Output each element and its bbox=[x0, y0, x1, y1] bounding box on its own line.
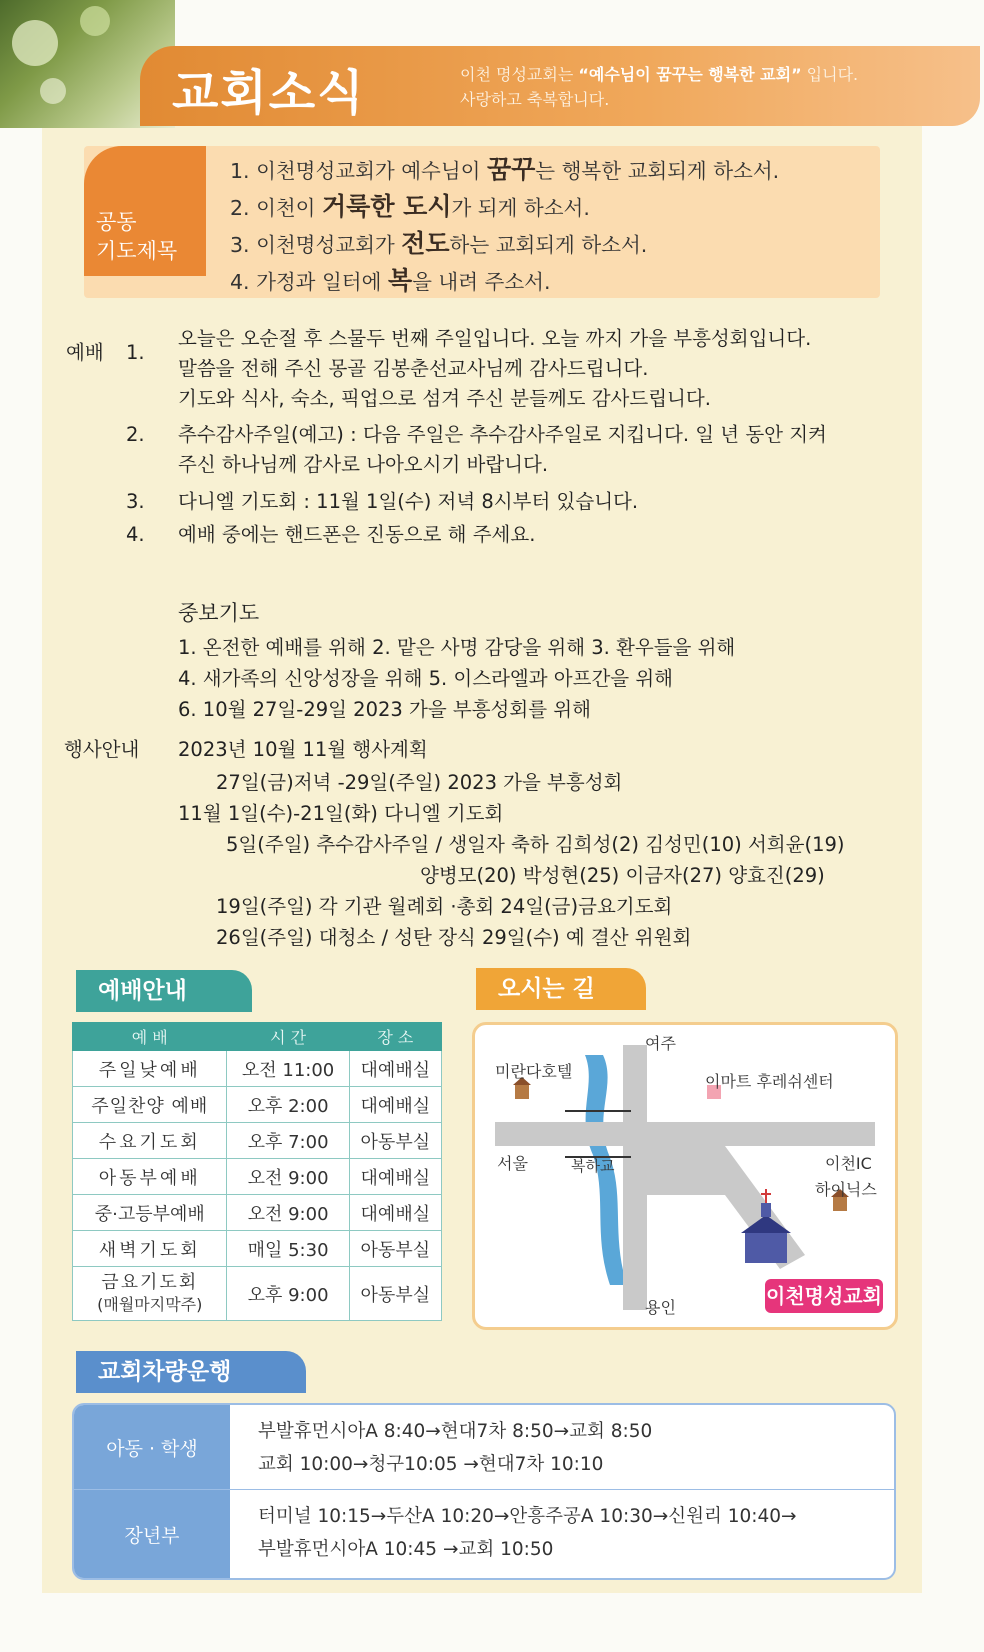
bus-row-label: 장년부 bbox=[74, 1490, 230, 1578]
announcement-line: 다니엘 기도회 : 11월 1일(수) 저녁 8시부터 있습니다. bbox=[178, 490, 639, 513]
table-row: 주일낮예배 오전 11:00 대예배실 bbox=[73, 1051, 442, 1087]
table-row: 아동부예배 오전 9:00 대예배실 bbox=[73, 1159, 442, 1195]
event-line: 19일(주일) 각 기관 월례회 ·총회 24일(금)금요기도회 bbox=[216, 895, 673, 918]
event-line: 11월 1일(수)-21일(화) 다니엘 기도회 bbox=[178, 802, 504, 825]
intercession-line: 1. 온전한 예배를 위해 2. 맡은 사명 감당을 위해 3. 환우들을 위해 bbox=[178, 636, 736, 659]
map-label-bokha-bridge: 복하교 bbox=[571, 1157, 615, 1175]
bus-section-title: 교회차량운행 bbox=[76, 1351, 306, 1393]
table-row: 주일찬양 예배 오후 2:00 대예배실 bbox=[73, 1087, 442, 1123]
col-header-service: 예 배 bbox=[73, 1023, 227, 1051]
announcement-line: 주신 하나님께 감사로 나아오시기 바랍니다. bbox=[178, 453, 549, 476]
bus-route-line: 부발휴먼시아A 8:40→현대7차 8:50→교회 8:50 bbox=[258, 1421, 653, 1442]
prayer-tab bbox=[84, 146, 206, 276]
prayer-tab-line2: 기도제목 bbox=[96, 239, 178, 263]
schedule-section-title: 예배안내 bbox=[76, 970, 252, 1012]
directions-map bbox=[472, 1022, 898, 1330]
subtitle-bold: “예수님이 꿈꾸는 행복한 교회” bbox=[578, 65, 802, 84]
bus-row-adults bbox=[74, 1490, 894, 1578]
bus-route-line: 부발휴먼시아A 10:45 →교회 10:50 bbox=[258, 1539, 554, 1560]
announcement-line: 오늘은 오순절 후 스물두 번째 주일입니다. 오늘 까지 가을 부흥성회입니다. bbox=[178, 327, 812, 350]
prayer-list bbox=[230, 152, 779, 300]
col-header-place: 장 소 bbox=[349, 1023, 441, 1051]
announcement-line: 예배 중에는 핸드폰은 진동으로 해 주세요. bbox=[178, 523, 536, 546]
bus-schedule-box bbox=[72, 1403, 896, 1580]
col-header-time: 시 간 bbox=[227, 1023, 349, 1051]
event-line: 양병모(20) 박성현(25) 이금자(27) 양효진(29) bbox=[420, 864, 825, 887]
subtitle-pre: 이천 명성교회는 bbox=[460, 65, 579, 84]
map-label-seoul: 서울 bbox=[497, 1154, 528, 1173]
announcement-line: 추수감사주일(예고) : 다음 주일은 추수감사주일로 지킵니다. 일 년 동안 지켜 bbox=[178, 423, 827, 446]
events-title: 2023년 10월 11월 행사계획 bbox=[178, 738, 428, 761]
event-line: 26일(주일) 대청소 / 성탄 장식 29일(수) 예 결산 위원회 bbox=[216, 926, 692, 949]
page-title: 교회소식 bbox=[172, 67, 366, 120]
church-name-badge: 이천명성교회 bbox=[765, 1279, 883, 1313]
table-header-row bbox=[73, 1023, 442, 1051]
announcement-line: 기도와 식사, 숙소, 픽업으로 섬겨 주신 분들께도 감사드립니다. bbox=[178, 387, 711, 410]
events-label: 행사안내 bbox=[64, 738, 140, 761]
subtitle-post: 입니다. bbox=[801, 65, 859, 84]
prayer-item: 4. 가정과 일터에 복을 내려 주소서. bbox=[230, 266, 551, 295]
item-number: 4. bbox=[126, 523, 145, 546]
table-row: 금요기도회 (매월마지막주) 오후 9:00 아동부실 bbox=[73, 1267, 442, 1321]
bus-row-label: 아동 · 학생 bbox=[74, 1405, 230, 1489]
table-row: 새벽기도회 매일 5:30 아동부실 bbox=[73, 1231, 442, 1267]
map-section-title: 오시는 길 bbox=[476, 968, 646, 1010]
prayer-item: 3. 이천명성교회가 전도하는 교회되게 하소서. bbox=[230, 229, 648, 258]
item-number: 3. bbox=[126, 490, 145, 513]
event-line: 5일(주일) 추수감사주일 / 생일자 축하 김희성(2) 김성민(10) 서희윤(19) bbox=[226, 833, 845, 856]
map-label-yongin: 용인 bbox=[645, 1298, 676, 1317]
table-row: 중·고등부예배 오전 9:00 대예배실 bbox=[73, 1195, 442, 1231]
announcement-line: 말씀을 전해 주신 몽골 김봉춘선교사님께 감사드립니다. bbox=[178, 357, 649, 380]
item-number: 2. bbox=[126, 423, 145, 446]
map-label-hynix: 하이닉스 bbox=[815, 1180, 877, 1199]
worship-schedule-table bbox=[72, 1022, 442, 1321]
intercession-line: 4. 새가족의 신앙성장을 위해 5. 이스라엘과 아프간을 위해 bbox=[178, 667, 674, 690]
table-row: 수요기도회 오후 7:00 아동부실 bbox=[73, 1123, 442, 1159]
bus-row-children bbox=[74, 1405, 894, 1490]
bus-route-line: 교회 10:00→청구10:05 →현대7차 10:10 bbox=[258, 1454, 604, 1475]
map-label-icheon-ic: 이천IC bbox=[825, 1154, 872, 1173]
item-number: 1. bbox=[126, 341, 145, 364]
bus-route-line: 터미널 10:15→두산A 10:20→안흥주공A 10:30→신원리 10:40→ bbox=[258, 1506, 797, 1527]
header-subtitle bbox=[460, 62, 858, 112]
map-label-emart: 이마트 후레쉬센터 bbox=[705, 1072, 834, 1091]
map-label-yeoju: 여주 bbox=[645, 1034, 676, 1053]
prayer-item: 1. 이천명성교회가 예수님이 꿈꾸는 행복한 교회되게 하소서. bbox=[230, 155, 780, 184]
prayer-item: 2. 이천이 거룩한 도시가 되게 하소서. bbox=[230, 192, 590, 221]
intercession-line: 6. 10월 27일-29일 2023 가을 부흥성회를 위해 bbox=[178, 698, 591, 721]
subtitle-line2: 사랑하고 축복합니다. bbox=[460, 90, 610, 109]
event-line: 27일(금)저녁 -29일(주일) 2023 가을 부흥성회 bbox=[216, 771, 623, 794]
intercession-title: 중보기도 bbox=[178, 601, 260, 625]
map-label-miranda-hotel: 미란다호텔 bbox=[495, 1062, 573, 1081]
prayer-tab-line1: 공동 bbox=[96, 210, 137, 234]
worship-label: 예배 bbox=[66, 341, 104, 364]
